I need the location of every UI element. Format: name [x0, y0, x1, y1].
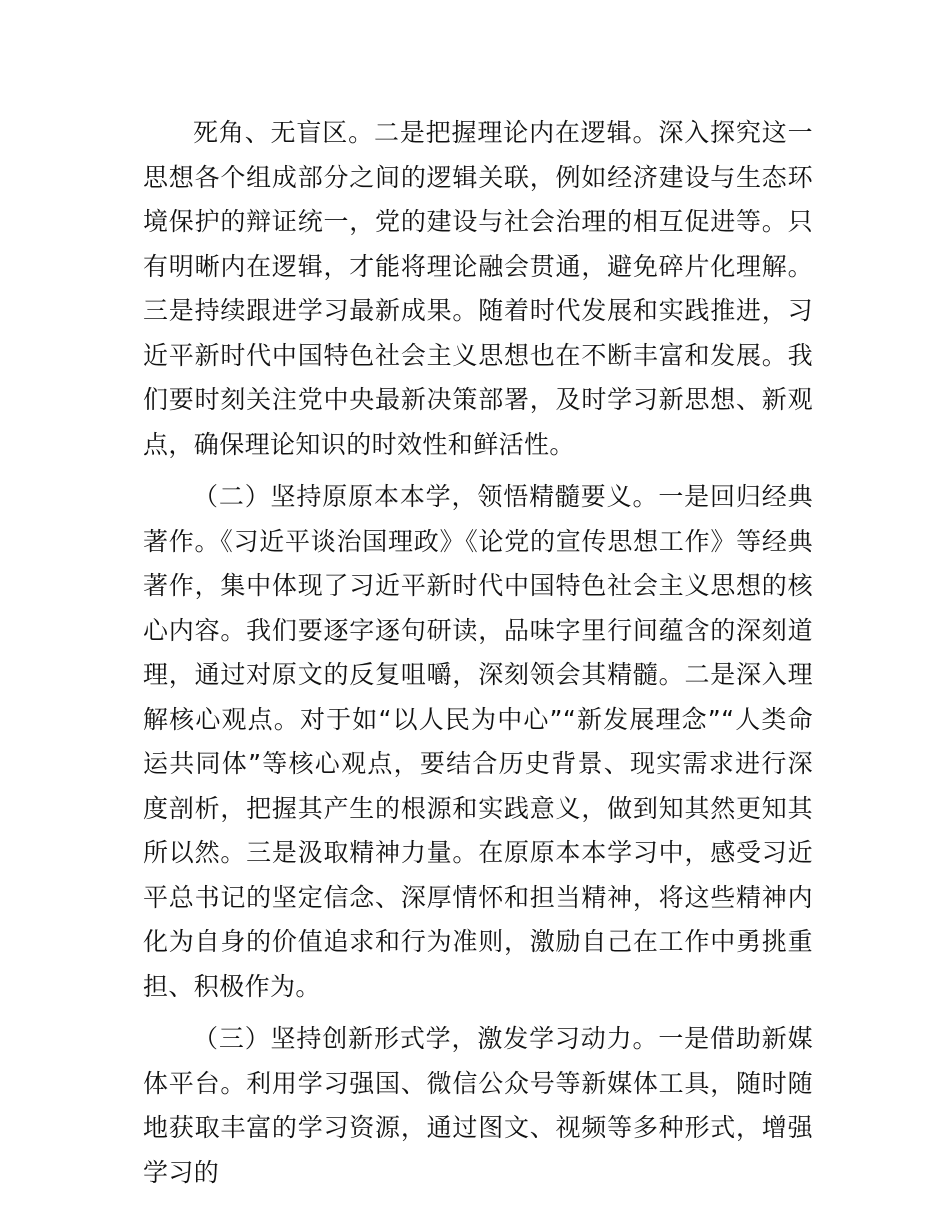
paragraph-1: 死角、无盲区。二是把握理论内在逻辑。深入探究这一思想各个组成部分之间的逻辑关联，例如经济建设与生态环境保护的辩证统一，党的建设与社会治理的相互促进等。只有明晰内在逻辑，才能将理论融会贯通，避免碎片化理解。三是持续跟进学习最新成果。随着时代发展和实践推进，习近平新时代中国特色社会主义思想也在不断丰富和发展。我们要时刻关注党中央最新决策部署，及时学习新思想、新观点，确保理论知识的时效性和鲜活性。 — [143, 118, 813, 459]
paragraph-2: （二）坚持原原本本学，领悟精髓要义。一是回归经典著作。《习近平谈治国理政》《论党的宣传思想工作》等经典著作，集中体现了习近平新时代中国特色社会主义思想的核心内容。我们要逐字逐句研读，品味字里行间蕴含的深刻道理，通过对原文的反复咀嚼，深刻领会其精髓。二是深入理解核心观点。对于如“以人民为中心”“新发展理念”“人类命运共同体”等核心观点，要结合历史背景、现实需求进行深度剖析，把握其产生的根源和实践意义，做到知其然更知其所以然。三是汲取精神力量。在原原本本学习中，感受习近平总书记的坚定信念、深厚情怀和担当精神，将这些精神内化为自身的价值追求和行为准则，激励自己在工作中勇挑重担、积极作为。 — [143, 482, 813, 1001]
paragraph-3: （三）坚持创新形式学，激发学习动力。一是借助新媒体平台。利用学习强国、微信公众号等新媒体工具，随时随地获取丰富的学习资源，通过图文、视频等多种形式，增强学习的 — [143, 1024, 813, 1187]
document-body — [143, 111, 813, 1203]
